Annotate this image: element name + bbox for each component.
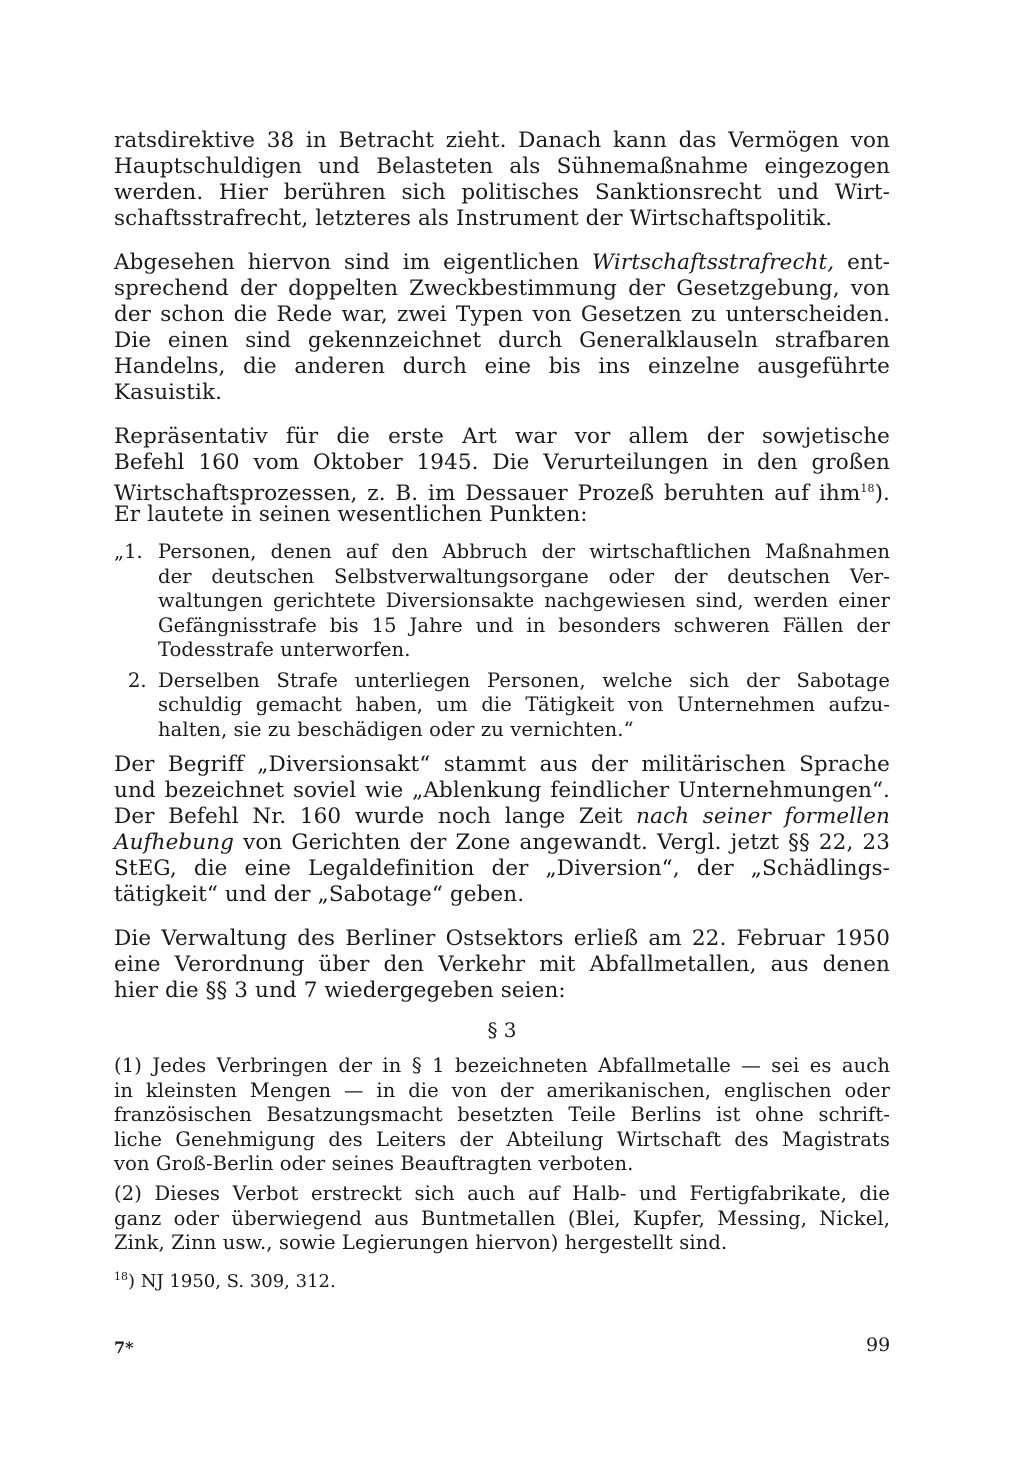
text-line: tätigkeit“ und der „Sabotage“ geben. [114, 882, 525, 907]
footnote-marker: 18 [114, 1270, 128, 1283]
text-line: (1) Jedes Verbringen der in § 1 bezeichneten Abfallmetalle — sei es auch [114, 1054, 890, 1077]
emphasis: Wirtschaftsstrafrecht, [592, 250, 835, 275]
text-line: Abgesehen hiervon sind im eigentlichen Wirtschaftsstrafrecht, ent- [114, 250, 890, 275]
footnote [114, 1270, 336, 1292]
footnote-text: ) NJ 1950, S. 309, 312. [128, 1271, 336, 1292]
text-line: hier die §§ 3 und 7 wiedergegeben seien: [114, 978, 566, 1003]
text-line: werden. Hier berühren sich politisches Sanktionsrecht und Wirt- [114, 180, 890, 205]
paragraph-1 [114, 128, 890, 232]
text-line: schuldig gemacht haben, um die Tätigkeit von Unternehmen aufzu- [158, 693, 890, 716]
quote-item-number: „1. [114, 540, 143, 563]
text-line: eine Verordnung über den Verkehr mit Abfallmetallen, aus denen [114, 952, 890, 977]
text-line: Derselben Strafe unterliegen Personen, welche sich der Sabotage [158, 668, 890, 692]
text-line: halten, sie zu beschädigen oder zu vernichten.“ [158, 717, 634, 741]
text-line: der schon die Rede war, zwei Typen von Gesetzen zu unterscheiden. [114, 302, 890, 327]
text-line: Personen, denen auf den Abbruch der wirtschaftlichen Maßnahmen [158, 540, 890, 563]
quote-item-number: 2. [128, 668, 147, 692]
text-line-body: Wirtschaftsprozessen, z. B. im Dessauer Prozeß beruhten auf ihm [114, 481, 861, 507]
text-line: und bezeichnet soviel wie „Ablenkung feindlicher Unternehmungen“. [114, 778, 890, 803]
text-line: französischen Besatzungsmacht besetzten Teile Berlins ist ohne schrift- [114, 1103, 890, 1126]
text-line: StEG, die eine Legaldefinition der „Diversion“, der „Schädlings- [114, 856, 890, 881]
text-line: sprechend der doppelten Zweckbestimmung der Gesetzgebung, von [114, 276, 890, 301]
text-line: der deutschen Selbstverwaltungsorgane oder der deutschen Ver- [158, 564, 890, 588]
text-line: Er lautete in seinen wesentlichen Punkten: [114, 502, 588, 527]
decree-paragraph-2 [114, 1182, 890, 1256]
paragraph-2 [114, 250, 890, 406]
text-line: von Groß-Berlin oder seines Beauftragten verboten. [114, 1152, 634, 1175]
text-line: ratsdirektive 38 in Betracht zieht. Danach kann das Vermögen von [114, 128, 890, 153]
quote-item-2 [114, 669, 890, 743]
page-number: 99 [866, 1334, 891, 1356]
text-line: Hauptschuldigen und Belasteten als Sühnemaßnahme eingezogen [114, 154, 890, 179]
emphasis: Aufhebung [114, 830, 235, 855]
quoted-order [114, 540, 890, 742]
text-line: Zink, Zinn usw., sowie Legierungen hiervon) hergestellt sind. [114, 1231, 728, 1254]
paragraph-3 [114, 424, 890, 528]
text-line: Befehl 160 vom Oktober 1945. Die Verurteilungen in den großen [114, 450, 890, 475]
text-line: in kleinsten Mengen — in die von der amerikanischen, englischen oder [114, 1078, 890, 1102]
emphasis: nach seiner formellen [636, 804, 890, 829]
text-line [114, 476, 890, 507]
quote-item-1 [114, 540, 890, 663]
text-line: (2) Dieses Verbot erstreckt sich auch auf Halb- und Fertigfabrikate, die [114, 1182, 890, 1205]
signature-mark: 7* [114, 1338, 134, 1357]
text-line: Die Verwaltung des Berliner Ostsektors erließ am 22. Februar 1950 [114, 926, 890, 951]
paragraph-4 [114, 752, 890, 908]
text-line: Todesstrafe unterworfen. [158, 638, 411, 661]
text-line: ganz oder überwiegend aus Buntmetallen (Blei, Kupfer, Messing, Nickel, [114, 1206, 890, 1230]
text-line: schaftsstrafrecht, letzteres als Instrument der Wirtschaftspolitik. [114, 206, 833, 231]
text-line: Der Begriff „Diversionsakt“ stammt aus der militärischen Sprache [114, 752, 890, 777]
text-line: Handelns, die anderen durch eine bis ins einzelne ausgeführte [114, 354, 890, 379]
text-line: Kasuistik. [114, 380, 223, 405]
text-line: liche Genehmigung des Leiters der Abteilung Wirtschaft des Magistrats [114, 1127, 890, 1151]
text-line-tail: ). [874, 481, 890, 507]
text-line: waltungen gerichtete Diversionsakte nachgewiesen sind, werden einer [158, 589, 890, 612]
text-line: Die einen sind gekennzeichnet durch Generalklauseln strafbaren [114, 328, 890, 353]
text-line: Gefängnisstrafe bis 15 Jahre und in besonders schweren Fällen der [158, 613, 890, 637]
section-heading: § 3 [487, 1018, 517, 1042]
decree-paragraph-1 [114, 1054, 890, 1177]
footnote-reference: 18 [860, 482, 875, 495]
paragraph-5 [114, 926, 890, 1004]
text-line: Der Befehl Nr. 160 wurde noch lange Zeit nach seiner formellen [114, 804, 890, 829]
text-line: Aufhebung von Gerichten der Zone angewandt. Vergl. jetzt §§ 22, 23 [114, 830, 890, 855]
text-line: Repräsentativ für die erste Art war vor allem der sowjetische [114, 424, 890, 449]
